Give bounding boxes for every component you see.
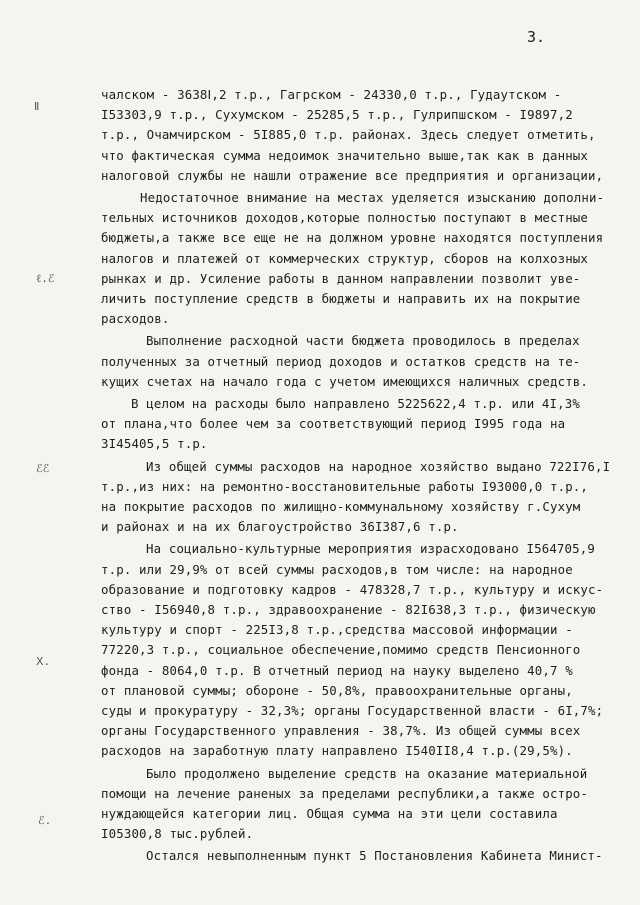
- text-line: и районах и на их благоустройство 36I387,6 т.р.: [101, 519, 459, 535]
- text-line: т.р.,из них: на ремонтно-восстановительные работы I93000,0 т.р.,: [101, 478, 589, 494]
- text-line: Из общей суммы расходов на народное хозяйство выдано 722I76,I: [146, 458, 611, 474]
- text-line: органы Государственного управления - 38,7%. Из общей суммы всех: [101, 723, 581, 739]
- margin-mark-2: ℓ.ℰ: [36, 272, 55, 285]
- margin-mark-1: Ⅱ: [34, 100, 40, 113]
- text-line: от плановой суммы; обороне - 50,8%, правоохранительные органы,: [101, 682, 573, 698]
- margin-mark-4: Ⅹ.: [36, 655, 51, 668]
- text-line: т.р. или 29,9% от всей суммы расходов,в том числе: на народное: [101, 561, 573, 577]
- text-line: культуру и спорт - 225I3,8 т.р.,средства массовой информации -: [101, 622, 573, 638]
- text-line: ство - I56940,8 т.р., здравоохранение - 82I638,3 т.р., физическую: [101, 602, 596, 617]
- text-line: кущих счетах на начало года с учетом имеющихся наличных средств.: [101, 373, 589, 389]
- text-line: Недостаточное внимание на местах уделяется изысканию дополни-: [140, 190, 605, 205]
- text-line: что фактическая сумма недоимок значительно выше,так как в данных: [101, 147, 589, 163]
- text-line: суды и прокуратуру - 32,3%; органы Государственной власти - 6I,7%;: [101, 703, 604, 718]
- text-line: фонда - 8064,0 т.р. В отчетный период на науку выделено 40,7 %: [101, 662, 573, 678]
- text-line: расходов на заработную плату направлено I540II8,4 т.р.(29,5%).: [101, 743, 573, 759]
- text-line: расходов.: [101, 311, 170, 327]
- text-line: На социально-культурные мероприятия израсходовано I564705,9: [146, 541, 595, 557]
- text-line: чалском - 3638Ⅰ,2 т.р., Гагрском - 24330,0 т.р., Гудаутском -: [101, 87, 562, 102]
- text-line: образование и подготовку кадров - 478328,7 т.р., культуру и искус-: [101, 581, 604, 597]
- text-line: Выполнение расходной части бюджета проводилось в пределах: [146, 333, 580, 349]
- text-line: от плана,что более чем за соответствующий период I995 года на: [101, 416, 566, 432]
- text-line: тельных источников доходов,которые полностью поступают в местные: [101, 210, 589, 226]
- text-line: на покрытие расходов по жилищно-коммунальному хозяйству г.Сухум: [101, 499, 581, 514]
- text-line: т.р., Очамчирском - 5I885,0 т.р. районах. Здесь следует отметить,: [101, 127, 596, 143]
- text-line: бюджеты,а также все еще не на должном уровне находятся поступления: [101, 230, 604, 246]
- margin-mark-5: ℰ.: [38, 814, 52, 827]
- text-line: личить поступление средств в бюджеты и направить их на покрытие: [101, 291, 581, 306]
- page-number: 3.: [527, 28, 546, 46]
- margin-mark-3: ℰℰ: [36, 462, 50, 475]
- text-line: 77220,3 т.р., социальное обеспечение,помимо средств Пенсионного: [101, 642, 581, 658]
- text-line: налогов и платежей от коммерческих структур, сборов на колхозных: [101, 250, 589, 266]
- text-line: помощи на лечение раненых за пределами республики,а также остро-: [101, 785, 589, 801]
- text-line: рынках и др. Усиление работы в данном направлении позволит уве-: [101, 270, 581, 286]
- text-line: нуждающейся категории лиц. Общая сумма на эти цели составила: [101, 806, 558, 821]
- text-line: 3I45405,5 т.р.: [101, 436, 208, 452]
- text-line: полученных за отчетный период доходов и остатков средств на те-: [101, 353, 581, 369]
- text-line: В целом на расходы было направлено 5225622,4 т.р. или 4I,3%: [131, 396, 580, 411]
- text-line: Остался невыполненным пункт 5 Постановления Кабинета Минист-: [146, 848, 603, 864]
- text-line: I53303,9 т.р., Сухумском - 25285,5 т.р., Гулрипшском - I9897,2: [101, 107, 573, 123]
- text-line: налоговой службы не нашли отражение все предприятия и организации,: [101, 167, 604, 183]
- text-line: Было продолжено выделение средств на оказание материальной: [146, 765, 588, 781]
- text-line: I05300,8 тыс.рублей.: [101, 826, 254, 842]
